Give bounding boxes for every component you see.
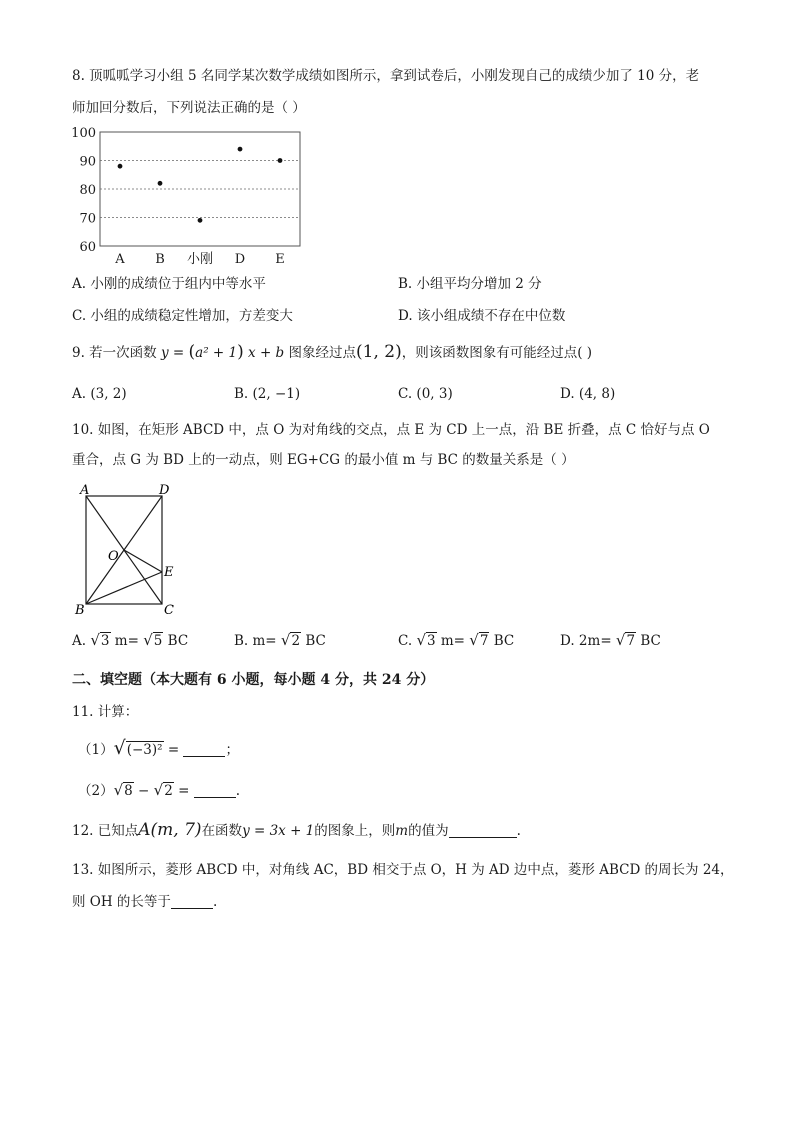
q9-suffix: ，则该函数图象有可能经过点( ) [401,345,593,361]
q11-p2-minus: − [133,783,154,799]
q13-line2-prefix: 则 OH 的长等于 [72,894,171,910]
label-e: E [164,565,174,580]
q9-eq-coefficient: a² + 1 [195,345,238,361]
q12-variable: m [395,823,409,839]
q12-mid2: 的图象上，则 [314,823,396,839]
label-c: C [164,603,174,618]
q12-function: y = 3x + 1 [242,823,315,839]
y-tick-label: 70 [79,211,96,227]
q11-part-1 [78,738,239,760]
q11-p2-equals: = [173,783,194,799]
answer-blank[interactable] [171,894,213,909]
q10-a-mid: m= [110,633,144,649]
q11-p1-label: （1） [78,742,114,758]
sqrt-symbol: √3 [90,631,110,649]
data-point [198,218,203,223]
sqrt-symbol: √7 [469,631,489,649]
q10-option-c [398,630,514,651]
q12-stem [72,820,521,841]
q10-stem-line2: 重合，点 G 为 BD 上的一动点，则 EG+CG 的最小值 m 与 BC 的数量关系是（ ） [72,452,575,468]
q8-option-c: C. 小组的成绩稳定性增加，方差变大 [72,308,293,324]
q8-option-b: B. 小组平均分增加 2 分 [398,276,542,292]
x-tick-label: A [115,252,125,267]
sqrt-symbol: √(−3)² [113,737,163,759]
q10-a-suffix: BC [163,633,189,649]
sqrt-symbol: √5 [143,631,163,649]
answer-blank[interactable] [194,783,236,798]
q10-d-radicand: 7 [626,633,636,649]
q10-option-b [234,630,326,651]
sqrt-symbol: √2 [280,631,301,649]
q10-b-radicand: 2 [291,633,301,649]
q10-c-prefix: C. [398,633,417,649]
x-tick-label: E [275,252,285,267]
q12-end: . [516,823,521,839]
label-b: B [75,603,85,618]
x-tick-label: D [234,252,246,267]
q11-p2-end: . [235,783,241,799]
q10-option-d [560,630,661,651]
label-d: D [159,483,170,498]
q12-point: A(m, 7) [138,820,202,840]
label-o: O [108,549,119,564]
q9-stem: 9. 若一次函数 y = (a² + 1) x + b 图象经过点(1, 2)，则该函数图象有可能经过点( ) [72,342,593,362]
q12-prefix: 12. 已知点 [72,823,139,839]
q12-suffix: 的值为 [408,823,449,839]
sqrt-symbol: √8 [113,781,133,799]
q8-score-chart [60,122,320,272]
q9-eq-y: y [160,345,169,361]
q11-p2-radicand-2: 2 [164,783,173,799]
segment-oe [124,550,162,572]
q8-stem-line2: 师加回分数后，下列说法正确的是（ ） [72,100,306,116]
y-tick-label: 80 [79,183,96,198]
q8-option-d: D. 该小组成绩不存在中位数 [398,308,566,324]
q11-stem: 11. 计算： [72,704,139,720]
data-point [238,147,243,152]
q13-stem-line1: 13. 如图所示，菱形 ABCD 中，对角线 AC，BD 相交于点 O，H 为 AD 边中点，菱形 ABCD 的周长为 24， [72,862,734,878]
q11-p2-radicand-1: 8 [124,783,133,799]
label-a: A [80,483,90,498]
q8-stem-line1: 8. 顶呱呱学习小组 5 名同学某次数学成绩如图所示，拿到试卷后，小刚发现自己的成绩少加了 10 分，老 [72,68,700,84]
sqrt-symbol: √3 [416,631,436,649]
data-point [278,158,283,163]
data-point [118,164,123,169]
data-point [158,181,163,186]
answer-blank[interactable] [449,823,517,838]
q10-c-suffix: BC [489,633,515,649]
q11-p1-equals: = [163,742,184,758]
q9-option-d: D. (4, 8) [560,386,616,402]
y-tick-label: 100 [71,126,96,141]
q10-a-radicand-2: 5 [153,633,163,649]
q10-d-suffix: BC [636,633,661,649]
q9-eq-equals: = [168,345,189,361]
sqrt-symbol: √2 [153,781,173,799]
q9-option-c: C. (0, 3) [398,386,453,402]
q13-stem-line2 [72,892,217,912]
q9-prefix: 9. 若一次函数 [72,345,157,361]
sqrt-symbol: √7 [615,631,636,649]
q10-stem-line1: 10. 如图，在矩形 ABCD 中，点 O 为对角线的交点，点 E 为 CD 上一点，沿 BE 折叠，点 C 恰好与点 O [72,422,710,438]
q10-c-radicand-2: 7 [479,633,489,649]
q11-p1-end: ； [225,742,239,758]
q9-mid: 图象经过点 [288,345,356,361]
x-tick-label: B [155,252,165,267]
q10-a-prefix: A. [72,633,91,649]
q8-option-a: A. 小刚的成绩位于组内中等水平 [72,276,266,292]
q13-line2-end: . [212,894,218,910]
y-tick-label: 60 [79,240,96,255]
q10-option-a [72,630,188,651]
q9-point: (1, 2) [356,342,402,362]
q9-option-b: B. (2, −1) [234,386,301,402]
q10-c-radicand-1: 3 [427,633,436,649]
q10-b-suffix: BC [301,633,326,649]
y-tick-label: 90 [79,154,96,170]
q11-part-2 [78,780,240,801]
q12-mid: 在函数 [201,823,243,839]
q10-d-prefix: D. 2m= [560,633,616,649]
q10-c-mid: m= [436,633,470,649]
x-tick-label: 小刚 [186,252,214,267]
q11-p2-label: （2） [78,783,114,799]
q10-a-radicand-1: 3 [100,633,110,649]
answer-blank[interactable] [183,742,225,757]
q9-eq-rest: x + b [248,345,285,361]
q10-b-prefix: B. m= [234,633,281,649]
q11-p1-radicand: (−3)² [126,742,163,758]
q10-rectangle-figure [70,482,190,620]
q9-option-a: A. (3, 2) [72,386,127,402]
section-fill-in-title: 二、填空题（本大题有 6 小题，每小题 4 分，共 24 分） [72,672,435,688]
